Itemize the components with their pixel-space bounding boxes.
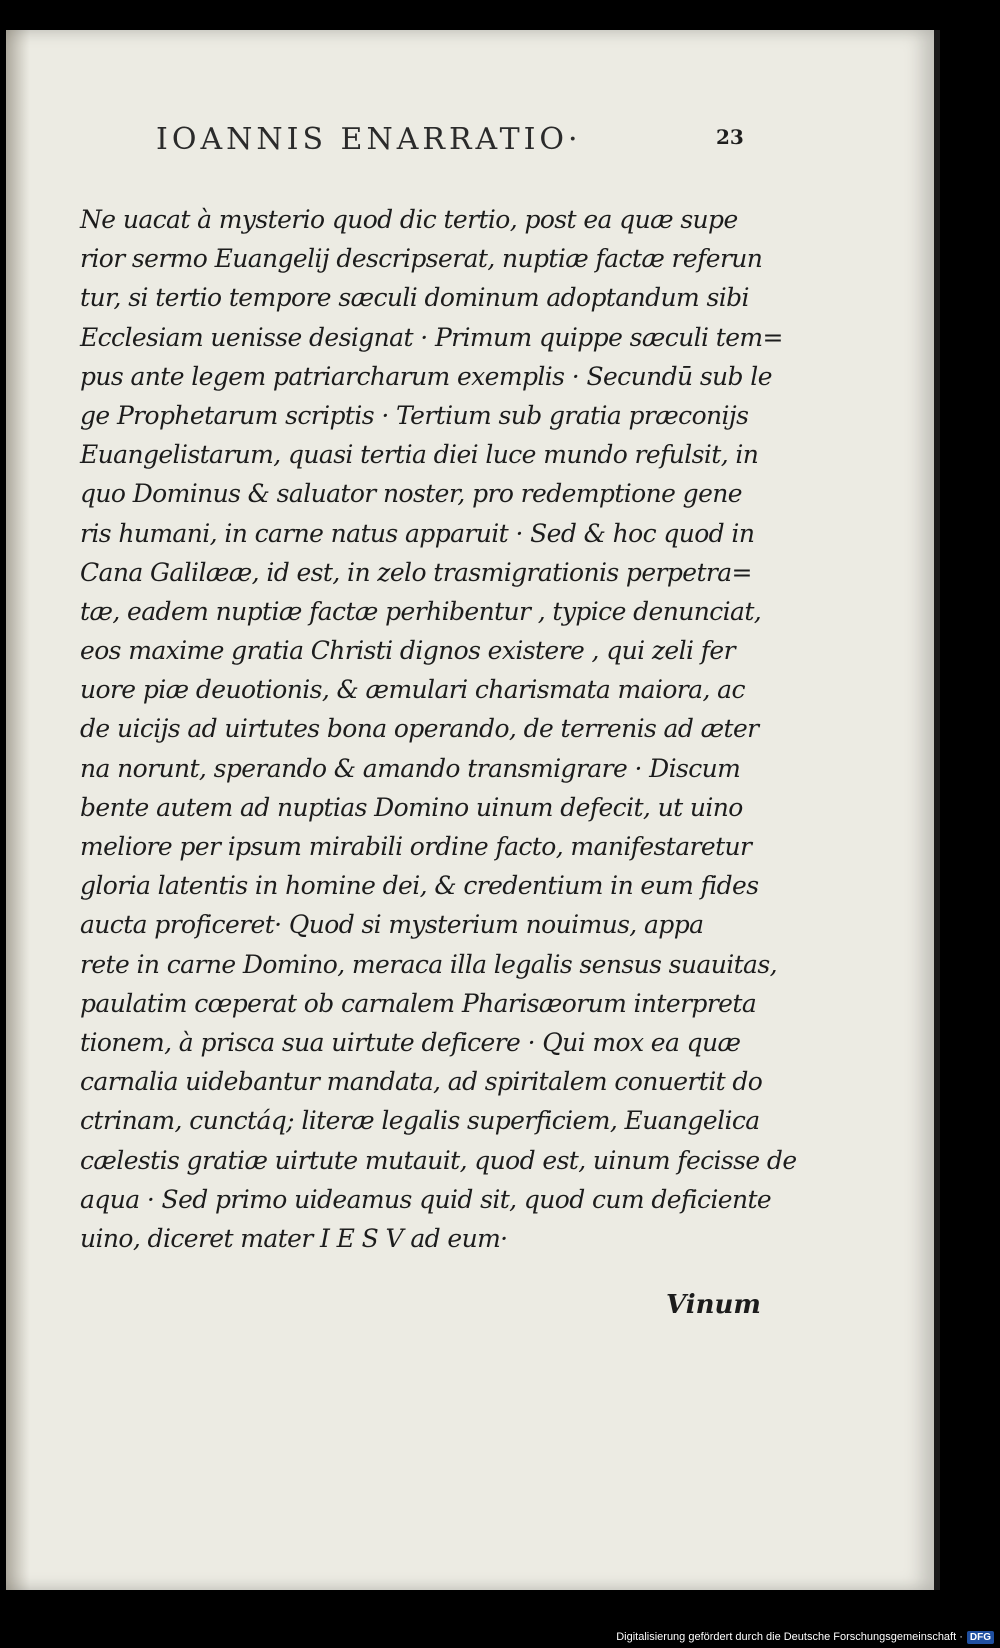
catchword: Vinum [666,1290,761,1320]
text-line: tur, si tertio tempore sæculi dominum adoptandum sibi [80,283,749,313]
text-line: ris humani, in carne natus apparuit · Sed & hoc quod in [80,518,755,548]
text-line: eos maxime gratia Christi dignos existere , qui zeli fer [80,636,735,666]
text-line: quo Dominus & saluator noster, pro redemptione gene [80,479,742,509]
text-line: Euangelistarum, quasi tertia diei luce mundo refulsit, in [80,440,759,470]
text-line: aucta proficeret· Quod si mysterium nouimus, appa [80,910,704,940]
running-head: IOANNIS ENARRATIO· [156,122,582,157]
page-number: 23 [716,125,744,149]
text-line: uore piæ deuotionis, & æmulari charismata maiora, ac [80,675,745,705]
text-line: na norunt, sperando & amando transmigrare · Discum [80,753,741,783]
text-line: ctrinam, cunctáq; literæ legalis superficiem, Euangelica [80,1106,760,1136]
text-line: meliore per ipsum mirabili ordine facto, manifestaretur [80,832,752,861]
text-line: carnalia uidebantur mandata, ad spiritalem conuertit do [80,1067,763,1097]
text-line: Cana Galilææ, id est, in zelo trasmigrationis perpetra= [80,557,752,587]
digitization-credit: Digitalisierung gefördert durch die Deutsche Forschungsgemeinschaft · [616,1631,963,1643]
text-line: ge Prophetarum scriptis · Tertium sub gratia præconijs [80,400,749,430]
text-line: uino, diceret mater I E S V ad eum· [80,1223,508,1253]
text-line: de uicijs ad uirtutes bona operando, de terrenis ad æter [80,714,759,744]
text-block [80,200,797,1258]
text-line: bente autem ad nuptias Domino uinum defecit, ut uino [80,792,743,822]
text-line: Ne uacat à mysterio quod dic tertio, post ea quæ supe [80,205,738,234]
dfg-logo: DFG [967,1631,994,1644]
text-line: pus ante legem patriarcharum exemplis · Secundū sub le [80,361,772,391]
text-line: tæ, eadem nuptiæ factæ perhibentur , typice denunciat, [80,596,762,626]
text-line: aqua · Sed primo uideamus quid sit, quod cum deficiente [80,1184,772,1214]
book-page [6,30,940,1590]
text-line: paulatim cœperat ob carnalem Pharisæorum interpreta [80,988,757,1018]
text-line: rete in carne Domino, meraca illa legalis sensus suauitas, [80,949,777,979]
text-line: tionem, à prisca sua uirtute deficere · Qui mox ea quæ [80,1027,741,1057]
binding-shadow [6,30,30,1590]
text-line: gloria latentis in homine dei, & credentium in eum fides [80,871,759,901]
text-line: cælestis gratiæ uirtute mutauit, quod est, uinum fecisse de [80,1145,797,1175]
text-line: Ecclesiam uenisse designat · Primum quippe sæculi tem= [80,322,783,352]
digitization-credit-bar [574,1626,1000,1648]
text-line: rior sermo Euangelij descripserat, nuptiæ factæ referun [80,244,763,274]
